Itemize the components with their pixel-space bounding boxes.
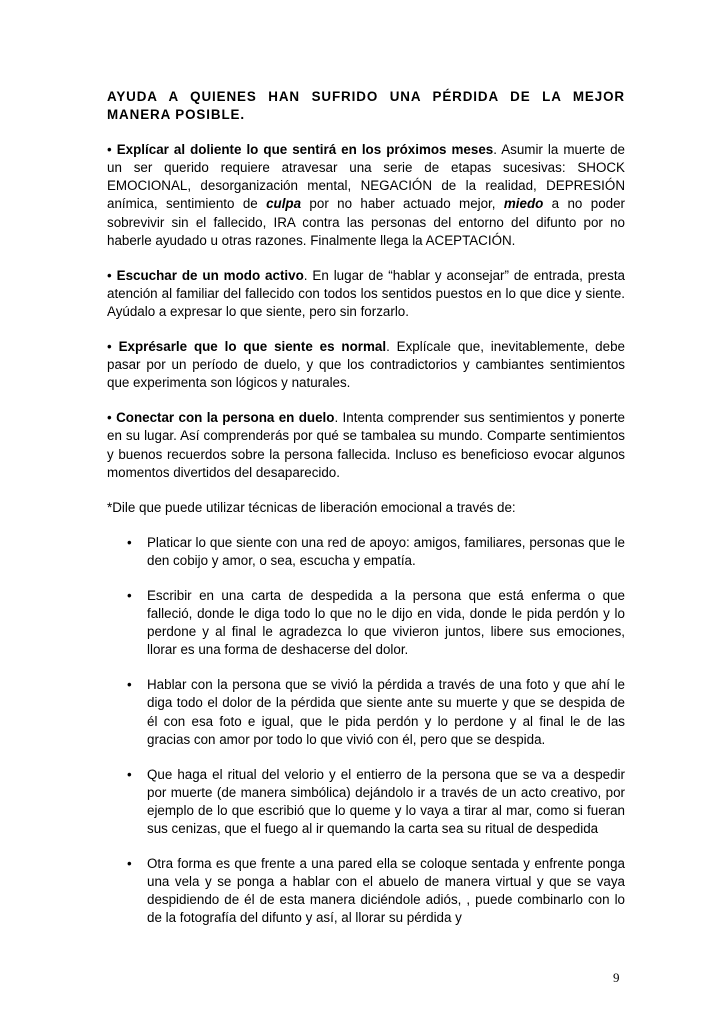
page-number: 9 [613,970,620,985]
paragraph-text: . Explícale que, inevitablemente, debe pasar por un período de duelo, y que los contradictorios y cambiantes sentimientos que experimenta son lógicos y naturales. [107,339,625,391]
paragraph-lead: Conectar con la persona en duelo [116,410,335,426]
techniques-intro: *Dile que puede utilizar técnicas de liberación emocional a través de: [107,499,516,515]
list-item-text: Que haga el ritual del velorio y el entierro de la persona que se va a despedir por muerte (de manera simbólica) dejándolo ir a través de un acto creativo, por ejemplo de lo que escribió que lo queme y lo vaya a tirar al mar, como si fueran sus cenizas, que el fuego al ir quemando la carta sea su ritual de despedida [147,766,625,836]
paragraph-text: a no poder sobrevivir sin el fallecido, IRA contra las personas del entorno del difunto por no haberle ayudado u otras razones. Finalmente llega la ACEPTACIÓN. [107,196,625,248]
list-item-text: Platicar lo que siente con una red de apoyo: amigos, familiares, personas que le den cobijo y amor, o sea, escucha y empatía. [147,534,625,568]
list-item [107,766,625,838]
paragraph-text: por no haber actuado mejor, [301,196,504,212]
list-item [107,534,625,570]
bullet: • [107,410,112,426]
list-item [107,587,625,659]
techniques-list [107,534,625,928]
page-title: AYUDA A QUIENES HAN SUFRIDO UNA PÉRDIDA DE LA MEJOR MANERA POSIBLE. [107,89,625,123]
bullet: • [127,534,132,550]
list-item-text: Escribir en una carta de despedida a la persona que está enferma o que falleció, donde le diga todo lo que no le dijo en vida, donde le pida perdón y lo perdone y al final le agradezca lo que vivieron juntos, libere sus emociones, llorar es una forma de deshacerse del dolor. [147,587,625,658]
bullet: • [127,856,132,872]
paragraph-text: . Asumir la muerte de un ser querido requiere atravesar una serie de etapas sucesivas: SHOCK EMOCIONAL, desorganización mental, NEGACIÓN de la realidad, DEPRESIÓN anímica, sentimiento de [107,142,625,212]
emphasis-culpa: culpa [266,196,302,212]
emphasis-miedo: miedo [503,196,544,212]
paragraph-normal [107,338,625,392]
paragraph-text: . En lugar de “hablar y aconsejar” de entrada, presta atención al familiar del fallecido con todos los sentidos puestos en lo que dice y siente. Ayúdalo a expresar lo que siente, pero sin forzarlo. [107,267,625,319]
paragraph-listen [107,267,625,321]
bullet: • [107,339,112,355]
page-body [107,88,625,944]
paragraph-lead: Exprésarle que lo que siente es normal [118,339,387,355]
bullet: • [127,677,132,693]
bullet: • [127,587,132,603]
paragraph-lead: Explícar al doliente lo que sentirá en los próximos meses [116,142,494,158]
paragraph-lead: Escuchar de un modo activo [116,267,304,283]
list-item [107,855,625,927]
paragraph-text: . Intenta comprender sus sentimientos y ponerte en su lugar. Así comprenderás por qué se tambalea su mundo. Comparte sentimientos y buenos recuerdos sobre la persona fallecida. Incluso es beneficioso evocar algunos momentos divertidos del desaparecido. [107,410,625,480]
list-item-text: Otra forma es que frente a una pared ella se coloque sentada y enfrente ponga una vela y se ponga a hablar con el abuelo de manera virtual y que se vaya despidiendo de él de esta manera diciéndole adiós, , puede combinarlo con lo de la fotografía del difunto y así, al llorar su pérdida y [147,856,625,926]
bullet: • [107,267,112,283]
bullet: • [127,766,132,782]
list-item [107,676,625,748]
list-item-text: Hablar con la persona que se vivió la pérdida a través de una foto y que ahí le diga todo el dolor de la pérdida que siente ante su muerte y que se despida de él con esa foto e igual, que le pida perdón y lo perdone y al final le de las gracias con amor por todo lo que vivió con él, pero que se despida. [147,677,625,747]
bullet: • [107,142,112,158]
paragraph-connect [107,409,625,481]
paragraph-explain [107,141,625,250]
